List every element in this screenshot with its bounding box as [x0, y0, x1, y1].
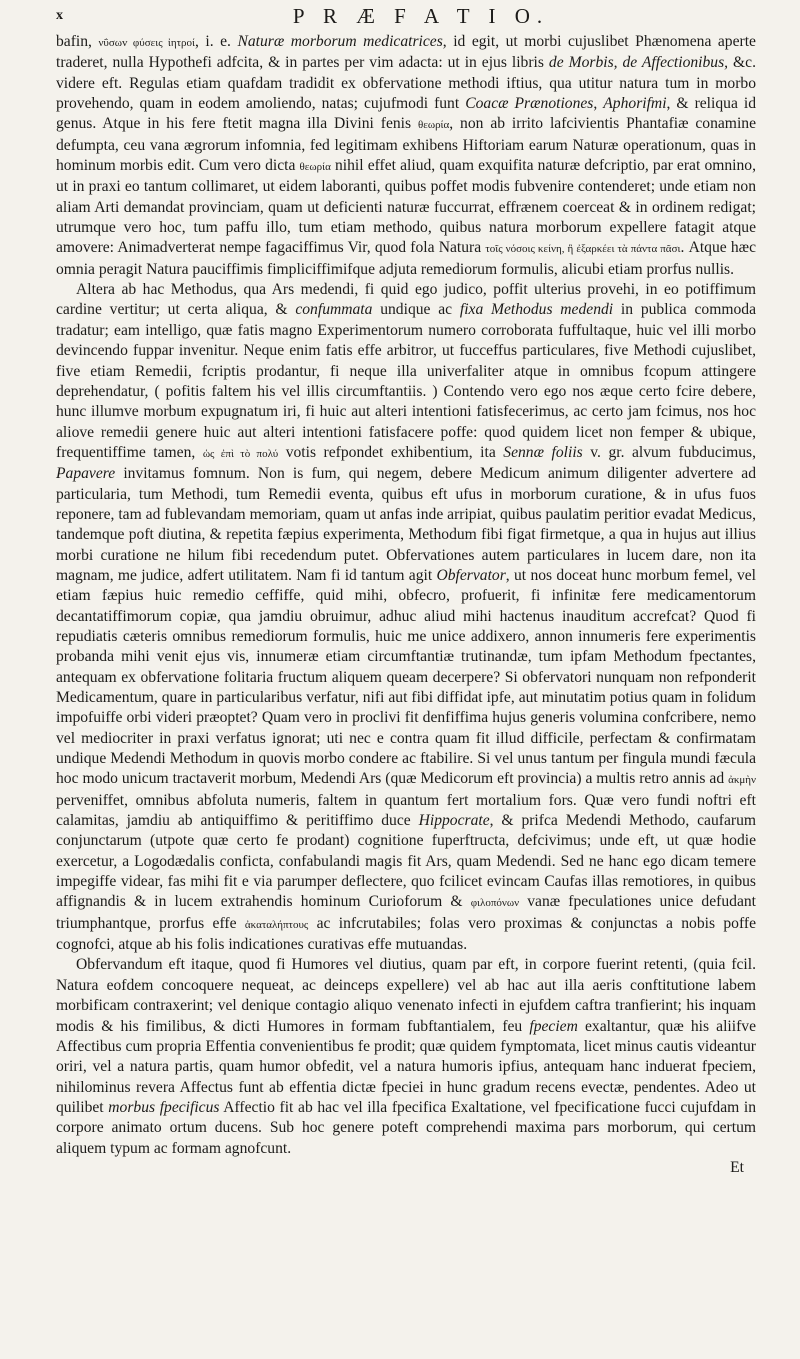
body-text	[56, 32, 756, 1159]
page-header	[56, 4, 756, 32]
catchword: Et	[730, 1158, 744, 1176]
page-number: x	[56, 8, 63, 23]
running-title: P R Æ F A T I O.	[292, 4, 550, 28]
paragraph-1: bafin, νΰσωv φύσεις ἰητροί, i. e. Naturæ morborum medicatrices, id egit, ut morbi cujuslibet Phænomena aperte traderet, nulla Hypothefi adfcita, & in partes per vim adacta: ut in ejus libris de Morbis, de Affectionibus, &c. videre eft. Regulas etiam quafdam tradidit ex obfervatione methodi iftius, qua utitur natura tum in morbo provehendo, quam in eodem amoliendo, natas; cujufmodi funt Coacæ Prænotiones, Aphorifmi, & reliqua id genus. Atque in his fere ftetit magna illa Divini fenis θεωρία, non ab irrito lafcivientis Phantafiæ conamine defumpta, ceu vana ægrorum infomnia, fed legitimam exhibens Hiftoriam earum Naturæ operationum, quas in hominum morbis edit. Cum vero dicta θεωρία nihil effet aliud, quam exquifita naturæ defcriptio, par erat omnino, ut in praxi eo tantum collimaret, ut eidem laboranti, quibus poffet modis fubvenire contenderet; unde etiam non aliam Arti demandat provinciam, quam ut deficienti naturæ fuccurrat, effrænem coerceat & in ordinem redigat; utrumque vero hoc, tum paffu illo, tum etiam methodo, quibus natura morborum expellere fatagit atque amovere: Animadverterat nempe fagaciffimus Vir, quod fola Natura τοῖς νόσοις κείνη, ἢ ἐξαρκέει τὰ πάντα πᾶσι. Atque hæc omnia peragit Natura pauciffimis fimpliciffimifque adjuta remediorum formulis, alicubi etiam prorfus nullis.	[56, 33, 756, 278]
paragraph-3: Obfervandum eft itaque, quod fi Humores vel diutius, quam par eft, in corpore fuerint retenti, (quia fcil. Natura eofdem concoquere nequeat, ac deinceps expellere) vel ab hac aut illa aeris conftitutione labem morbificam contraxerint; vel denique contagio aliquo venenato infecti in ejufdem caftra tranfierint; his inquam modis & his fimilibus, & dicti Humores in formam fubftantialem, feu fpeciem exaltantur, quæ his aliifve Affectibus cum propria Effentia convenientibus fe prodit; quæ quidem fymptomata, licet minus cautis videantur oriri, vel a natura partis, quam humor obfedit, vel a natura humoris ipfius, antequam hanc induerat fpeciem, nihilominus revera Affectus funt ab effentia dictæ fpeciei in hunc gradum recens evectæ, pendentes. Adeo ut quilibet morbus fpecificus Affectio fit ab hac vel illa fpecifica Exaltatione, vel fpecificatione fucci cujufdam in corpore animato ortum ducens. Sub hoc genere poteft comprehendi maxima pars morborum, qui certum aliquem typum ac formam agnofcunt.	[56, 956, 757, 1157]
paragraph-2: Altera ab hac Methodus, qua Ars medendi, fi quid ego judico, poffit ulterius provehi, in eo potiffimum cardine vertitur; ut certa aliqua, & confummata undique ac fixa Methodus medendi in publica commoda tradatur; eam intelligo, quæ fatis magno Experimentorum numero corroborata fuffultaque, huic vel illi morbo devincendo fuppar invenitur. Neque enim fatis effe arbitror, ut fucceffus particulares, five Methodi cujuslibet, five etiam Remedii, fcriptis prodantur, fi neque illa univerfaliter atque in omnibus fcopum attingere deprehendatur, ( pofitis faltem his vel illis circumftantiis. ) Contendo vero ego nos æque certo fcire debere, hunc illumve morbum expugnatum iri, fi huic aut alteri intentioni fatisfecerimus, ac certo jam fcimus, nos hoc aliove remedii genere huic aut alteri intentioni fatisfacere poffe: quod quidem licet non femper & ubique, frequentiffime tamen, ὡς ἐπὶ τὸ πολύ votis refpondet exhibentium, ita Sennæ foliis v. gr. alvum fubducimus, Papavere invitamus fomnum. Non is fum, qui negem, debere Medicum animum diligenter advertere ad particularia, tum Methodi, tum Remedii eventa, quibus eft ufus in morborum curatione, & in ufus fuos reponere, tam ad fublevandam memoriam, quam ut anfas inde arripiat, quibus paulatim peritior evadat Medicus, tandemque poft diutina, & repetita fæpius experimenta, Methodum fibi figat firmetque, a qua in hujus aut illius morbi curatione ne hilum fibi recedendum putet. Obfervationes autem particulares in lucem dare, non ita magnam, me judice, adfert utilitatem. Nam fi id tantum agit Obfervator, ut nos doceat hunc morbum femel, vel etiam fæpius huic remedio ceffiffe, quid mihi, obfecro, profuerit, fi infinitæ fere medicamentorum decantatiffimorum copiæ, qua jamdiu obruimur, adhuc aliud mihi hactenus inauditum accrefcat? Quod fi repudiatis cæteris omnibus remediorum formulis, huic me unice addixero, annon innumeris fere experimentis probanda mihi venit ejus vis, innumeræ etiam circumftantiæ trutinandæ, tum ipfam Methodum fpectantes, antequam ex obfervatione folitaria fructum aliquem queam decerpere? Si obfervatori nunquam non refponderit Medicamentum, quare in particularibus verfatur, nifi aut fibi diffidat ipfe, aut minutatim potius quam in folidum impofuiffe orbi videri præoptet? Quam vero in proclivi fit denfiffima hujus generis volumina confcribere, nemo vel mediocriter in praxi verfatus ignorat; uti nec e contra quam fit illud difficile, perfectam & confirmatam undique Medendi Methodum in quovis morbo condere ac ftabilire. Si vel unus tantum per fingula mundi fæcula hoc modo unicum tractaverit morbum, Medendi Ars (quæ Medicorum eft provincia) a multis retro annis ad ἀκμὴν perveniffet, omnibus abfoluta numeris, faltem in quantum fert mortalium fors. Quæ vero fundi noftri eft calamitas, jamdiu ab antiquiffimo & peritiffimo duce Hippocrate, & prifca Medendi Methodo, caufarum conjunctarum (utpote quæ certo fe prodant) cognitione fuperftructa, defcivimus; unde eft, ut quæ hodie exercetur, a Logodædalis conficta, confabulandi magis fit Ars, quam Medendi. Sed ne hanc ego dicam temere impegiffe videar, fas mihi fit e via parumper deflectere, quo fcilicet evincam Caufas illas remotiores, in quibus affignandis & in lucem extrahendis hominum Curioforum & φιλοπόνων vanæ fpeculationes unice defudant triumphantque, prorfus effe ἀκαταλήπτους ac infcrutabiles; folas vero proximas & conjunctas a nobis poffe cognofci, atque ab his folis indicationes curativas effe mutuandas.	[56, 281, 757, 954]
